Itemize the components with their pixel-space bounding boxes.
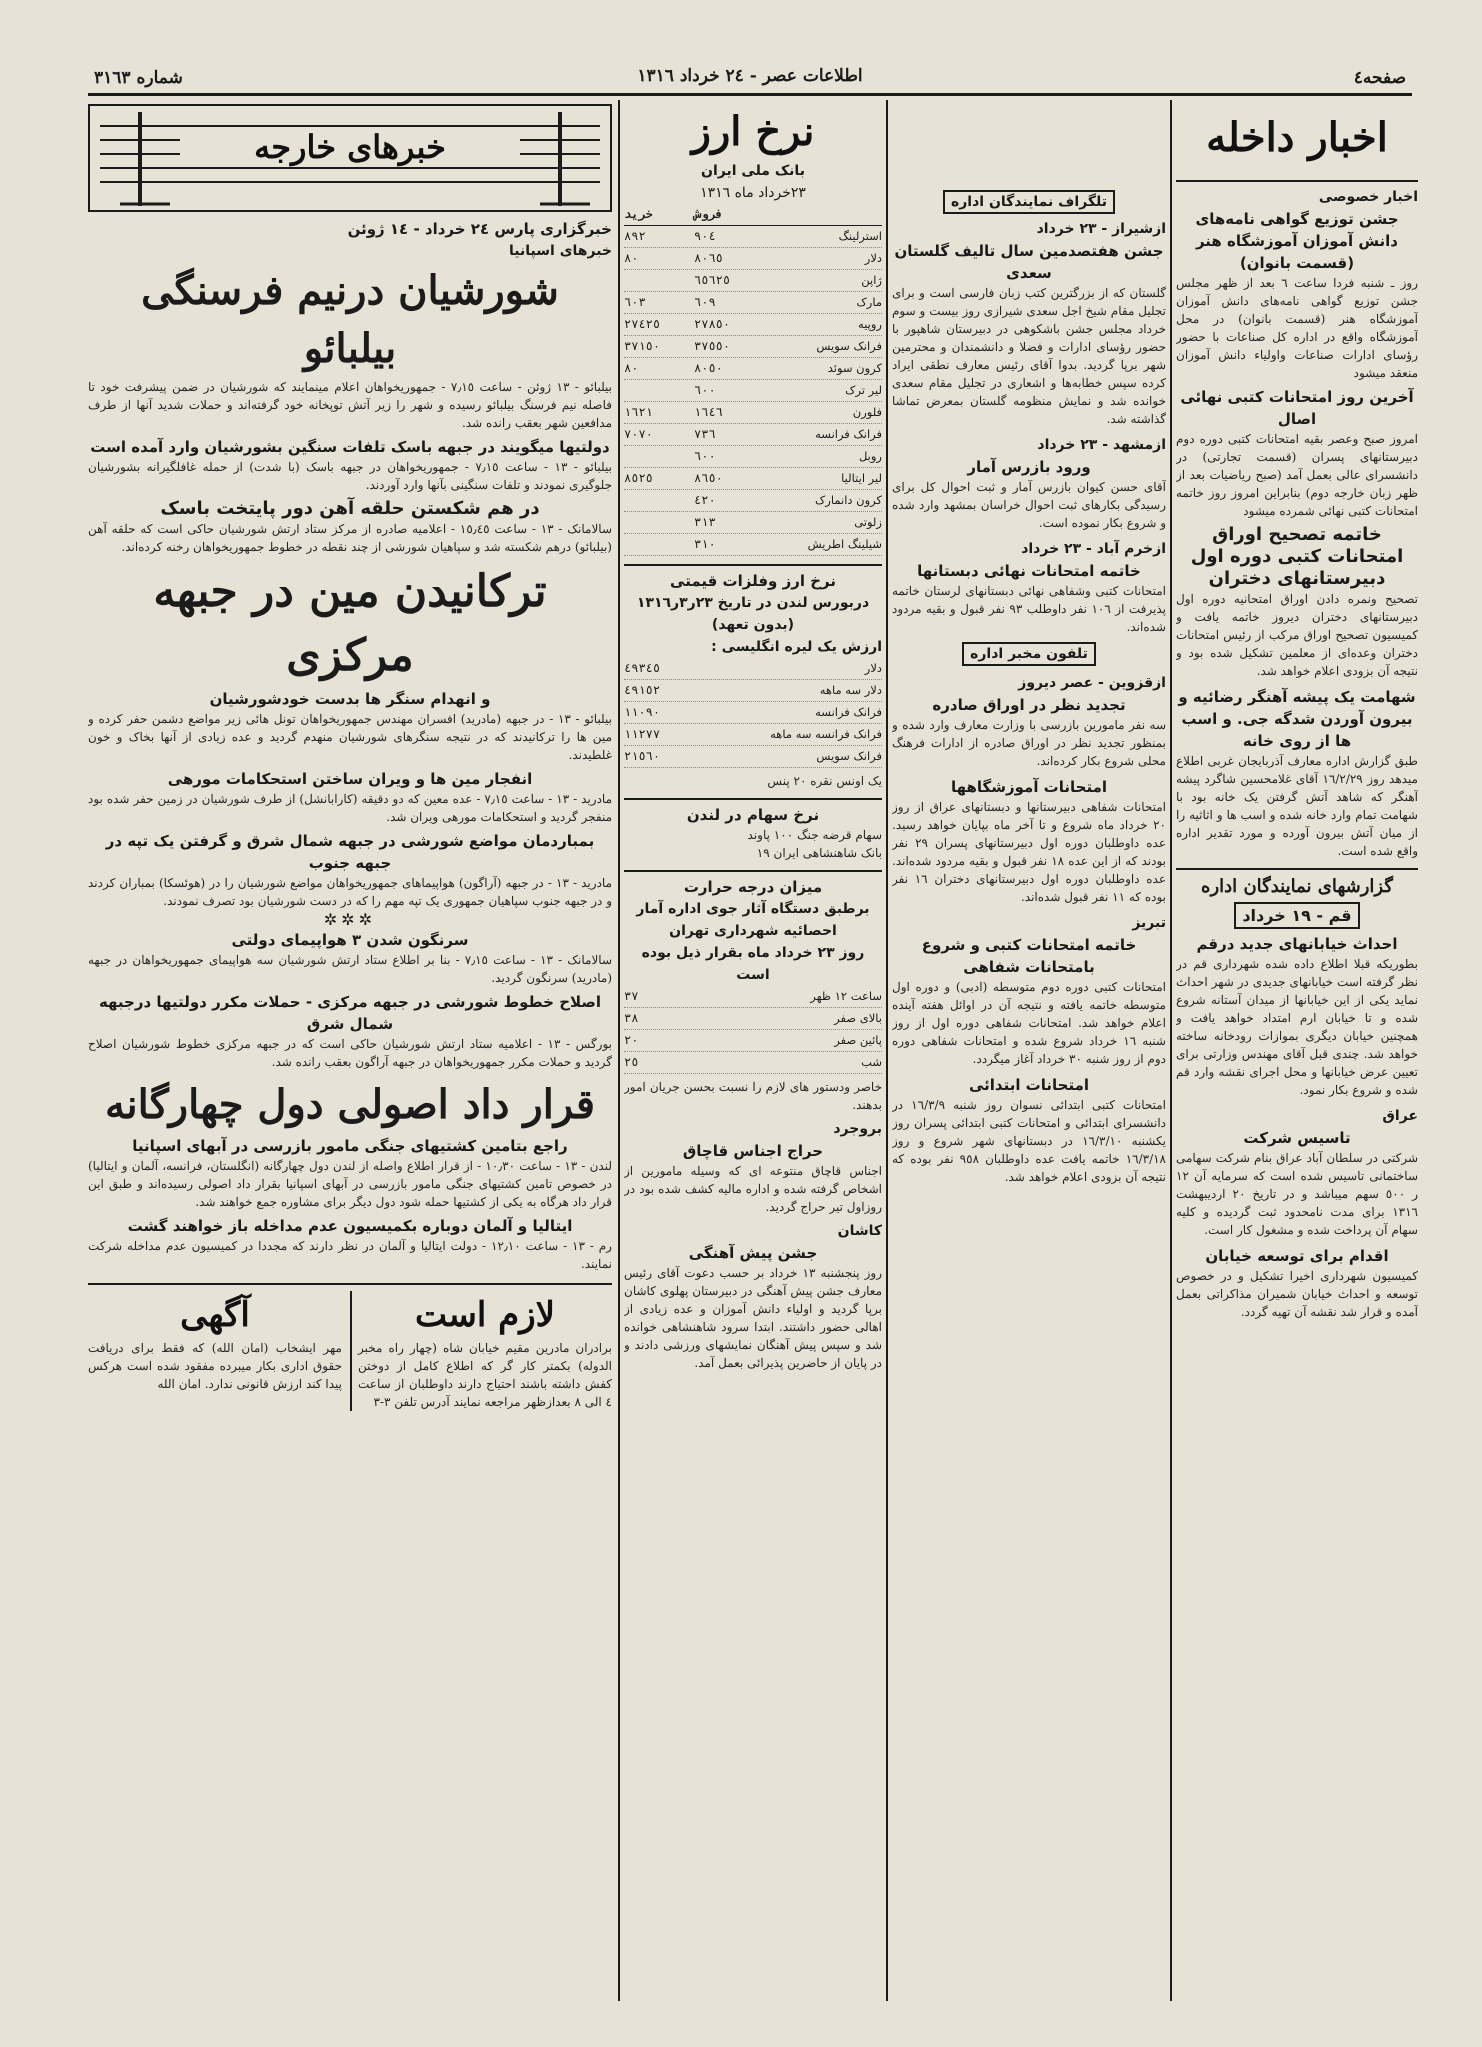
rate-value: ٦٠٠ (694, 449, 716, 463)
dateline: بروجرد (833, 1121, 882, 1137)
buy-header: خرید (624, 207, 653, 221)
headline: حراج اجناس قاچاق (682, 1142, 824, 1160)
rate-value: ٣٧٥٥٠ (694, 339, 731, 353)
page-number: صفحه٤ (1353, 67, 1406, 88)
headline: تاسیس شرکت (1243, 1129, 1351, 1147)
rate-label: دلار (864, 661, 882, 675)
main-headline: ترکانیدن مین در جبهه مرکزی (153, 566, 547, 681)
rate-row (624, 358, 882, 380)
issue-number: شماره ٣١٦٣ (94, 67, 183, 88)
rate-label: مارک (856, 295, 882, 309)
london-rate-row (624, 658, 882, 680)
rate-label: فرانک سویس (816, 339, 882, 353)
headline: ایتالیا و آلمان دوباره بکمیسیون عدم مداخله باز خواهند گشت (127, 1217, 573, 1235)
headline: شهامت یک پیشه آهنگر رضائیه و بیرون آوردن شدگه جی. و اسب ها از روی خانه (1178, 688, 1416, 750)
dateline: ازخرم آباد - ٢٣ خرداد (1021, 541, 1166, 557)
dateline: ازمشهد - ٢٣ خرداد (1037, 437, 1166, 453)
temperature-title: میزان درجه حرارت (683, 878, 823, 896)
rate-row (624, 446, 882, 468)
headline: انفجار مین ها و ویران ساختن استحکامات مورهی (167, 770, 533, 788)
rate-row (624, 490, 882, 512)
article-text: سه نفر مامورین بازرسی با وزارت معارف وارد شده و بمنظور تجدید نظر در اوراق صادره از ادارات فرهنگ محلی شروع بکار کرده‌اند. (892, 718, 1166, 768)
rate-value: ٨٥٢٥ (624, 471, 653, 485)
foreign-news-masthead-title: خبرهای خارجه (180, 128, 520, 166)
rate-value: ٧٠٧٠ (624, 427, 653, 441)
headline: خاتمه امتحانات کتبی و شروع بامتحانات شفاهی (921, 936, 1137, 976)
domestic-news-column (1176, 100, 1418, 2000)
personal-news-label: اخبار خصوصی (1318, 189, 1418, 205)
rate-value: ٤٩١٥٢ (624, 683, 661, 697)
rate-value: ٣١٣ (694, 515, 716, 529)
rate-value: ٦٥٦٢٥ (694, 273, 731, 287)
bank-name: بانک ملی ایران (701, 163, 805, 179)
rate-label: روبل (858, 449, 882, 463)
rate-value: ٦٠٣ (624, 295, 646, 309)
rate-row (624, 248, 882, 270)
rate-value (624, 512, 694, 533)
rate-value: ٣٨ (624, 1011, 639, 1025)
city-label: عراق (1382, 1108, 1418, 1124)
article-text: بورگس - ١٣ - اعلامیه ستاد ارتش شورشیان حاکی است که در جبهه مرکزی خطوط شورشیان اصلاح گردید و حملات مکرر جمهوریخواهان در جبهه آراگون بعقب رانده شد. (88, 1037, 612, 1069)
exchange-title: نرخ ارز (691, 108, 815, 155)
temperature-source: برطبق دستگاه آثار جوی اداره آمار احصائیه شهرداری تهران (636, 901, 870, 939)
headline: اصلاح خطوط شورشی در جبهه مرکزی - حملات مکرر دولتیها درجبهه شمال شرق (98, 993, 602, 1033)
main-headline: قرار داد اصولی دول چهارگانه (105, 1081, 595, 1128)
rate-label: استرلینگ (838, 229, 882, 243)
article-text: مادرید - ١٣ - ساعت ٧٫١٥ - عده معین که دو دقیقه (کارابانشل) از طرف شورشیان در زمین حفر شده بود منفجر گردید و استحکامات مورهی ویران شد. (88, 792, 612, 824)
london-rates-table (624, 658, 882, 768)
rate-row (624, 226, 882, 248)
ad-title: آگهی (180, 1295, 250, 1335)
article-text: سالامانک - ١٣ - ساعت ١٥٫٤٥ - اعلامیه صادره از مرکز ستاد ارتش شورشیان حاکی است که حلقه آهن (بیلبائو) درهم شکسته شد و سپاهیان شورشی از چند نقطه در خطوط جمهوریخواهان رخنه کرده‌اند. (88, 522, 612, 554)
article-text: شرکتی در سلطان آباد عراق بنام شرکت سهامی ساختمانی تاسیس شده است که سرمایه آن ١٢ ر ٥٠٠ سهم میباشد و در تاریخ ٢٠ اردیبهشت ١٣١٦ برای مدت نامحدود ثبت گردیده و کلیه سهام آن پرداخت شده و مشغول کار است. (1176, 1151, 1418, 1237)
ad-text: برادران مادرین مقیم خیابان شاه (چهار راه مخبر الدوله) بکمتر کار گر که اطلاع کامل از دوختن کفش داشته باشند احتیاج دارند داوطلبان از ساعت ٤ الی ٨ بعدازظهر مراجعه نمایند آدرس تلفن ٣-٣ (358, 1341, 612, 1409)
rate-label: کرون دانمارک (815, 493, 882, 507)
headline: امتحانات ابتدائی (968, 1076, 1090, 1094)
temperature-day: روز ٢٣ خرداد ماه بقرار ذیل بوده است (641, 945, 865, 983)
rate-row (624, 270, 882, 292)
rate-value: ٨٩٢ (624, 229, 646, 243)
rate-value (624, 446, 694, 467)
dateline: ازشیراز - ٢٣ خرداد (1036, 221, 1166, 237)
rate-label: شیلینگ اطریش (807, 537, 882, 551)
rate-value: ١٦٤٦ (694, 405, 723, 419)
article-text: امتحانات کتبی ابتدائی نسوان روز شنبه ١٦/٣/٩ در دانشسرای ابتدائی و امتحانات کتبی ابتدائی پسران روز یکشنبه ١٦/٣/١٠ در دبستانهای شهر شروع و روز ١٦/٣/١٨ خاتمه یافت عده داوطلبان ٩٥٨ نفر بوده که نتیجه آن بزودی اعلام خواهد شد. (892, 1098, 1166, 1184)
rate-value (624, 534, 694, 555)
rate-value: ٦٠٩ (694, 295, 716, 309)
article-text: روز پنجشنبه ١٣ خرداد بر حسب دعوت آقای رئیس معارف جشن پیش آهنگی در دبیرستان پهلوی کاشان برپا گردید و اولیاء دانش آموزان و عده زیادی از اهالی حضور داشتند. ابتدا سرود شاهنشاهی خوانده شد و سپس پیش آهنگان نمایشهای ورزشی دادند و در پایان از حاضرین پذیرائی بعمل آمد. (624, 1266, 882, 1370)
gbp-label: ارزش یک لیره انگلیسی : (711, 639, 882, 655)
section-label: خبرهای اسپانیا (509, 243, 612, 259)
rate-value (624, 490, 694, 511)
headline: احداث خیابانهای جدید درقم (1196, 935, 1398, 953)
headline: جشن پیش آهنگی (688, 1244, 818, 1262)
article-text: امتحانات کتبی دوره دوم متوسطه (ادبی) و دوره اول متوسطه خاتمه یافته و نتیجه آن در اوائل هفته آینده اعلام خواهد شد. امتحانات شفاهی دوره اول از روز شنبه ١٦ خرداد شروع شده و امتحانات شفاهی دوره دوم از روز شنبه ٣٠ خرداد آغاز میگردد. (892, 980, 1166, 1066)
sell-header: فروش (694, 207, 723, 221)
rate-label: کرون سوئد (827, 361, 882, 375)
rate-row (624, 380, 882, 402)
headline: جشن هفتصدمین سال تالیف گلستان سعدی (894, 242, 1164, 282)
headline: و انهدام سنگر ها بدست خودشورشیان (209, 690, 491, 708)
temperature-row (624, 1052, 882, 1074)
article-text: بیلبائو - ١٣ ژوئن - ساعت ٧٫١٥ - جمهوریخواهان اعلام مینمایند که شورشیان در ضمن پیشرفت خود تا فاصله نیم فرسنگ بیلبائو رسیده و شهر را زیر آتش توپخانه خود گرفته‌اند و حملات شدید آنها از طرف مدافعین شهر بعقب رانده شد. (88, 380, 612, 430)
phone-box: تلفون مخبر اداره (962, 642, 1096, 666)
headline: آخرین روز امتحانات کتبی نهائی اصال (1180, 388, 1414, 428)
rate-label: پائین صفر (834, 1033, 882, 1047)
article-text: بطوریکه قبلا اطلاع داده شده شهرداری قم در نظر گرفته است خیابانهای جدیدی در شهر احداث نماید یکی از این خیابانها از میدان آستانه شروع شده و تا خیابان ارم امتداد خواهد یافت و همچنین خیابان دیگری بموازات رودخانه ساخته خواهد شد. چندی قبل آقای مهندس وزارتی برای تعیین عرض خیابانها و محل اجرای نقشه وارد قم شده و شروع بکار نمود. (1176, 957, 1418, 1097)
rate-row (624, 336, 882, 358)
column-rule (886, 100, 888, 2001)
rate-label: بالای صفر (834, 1011, 882, 1025)
ad-wanted (350, 1291, 612, 1411)
article-text: تصحیح ونمره دادن اوراق امتحانیه دوره اول دبیرستانهای دختران دیروز خاتمه یافت و کمیسیون تصحیح اوراق مرکب از رئیس امتحانات دختران وعده‌ای از معلمین تشکیل شده بود و نتیجه آن بزودی اعلام خواهد شد. (1176, 592, 1418, 678)
rate-row (624, 468, 882, 490)
headline: در هم شکستن حلقه آهن دور پایتخت باسک (160, 498, 540, 519)
article-text: امروز صبح وعصر بقیه امتحانات کتبی دوره دوم دبیرستانهای پسران (قسمت تجارتی) در دانشسرای عالی بعمل آمد (صبح ریاضیات بعد از ظهر زبان خارجه دوم) بنابراین امروز روز خاتمه امتحانات کتبی نهائی شمرده میشود (1176, 432, 1418, 518)
article-text: لندن - ١٣ - ساعت ١٠٫٣٠ - از قرار اطلاع واصله از لندن دول چهارگانه (انگلستان، فرانسه، آلمان و ایتالیا) در خصوص تامین کشتیهای جنگی مامور بازرسی در آبهای اسپانیا بقرار داد اصولی رسیده‌اند و طبق این قرار داد هرگاه به یکی از کشتیها حمله شود دول دیگر برای مشاوره جمع خواهند شد. (88, 1159, 612, 1209)
headline: ورود بازرس آمار (967, 458, 1091, 476)
headline: سرنگون شدن ٣ هواپیمای دولتی (231, 931, 469, 949)
headline: خاتمه تصحیح اوراق امتحانات کتبی دوره اول دبیرستانهای دختران (1190, 524, 1404, 589)
rate-value: ٢٧٨٥٠ (694, 317, 731, 331)
article-text: بیلبائو - ١٣ - در جبهه (مادرید) افسران مهندس جمهوریخواهان تونل هائی زیر مواضع دشمن حفر کرده و مین ها را ترکانیدند که در نتیجه سنگرهای شورشیان منهدم گردید و عده زیادی از آنها بخاک و خون غلطیدند. (88, 712, 612, 762)
rate-value: ١٦٢١ (624, 405, 653, 419)
rate-value: ٨٠ (624, 251, 639, 265)
reports-title: گزارشهای نمایندگان اداره (1201, 876, 1393, 897)
rate-value: ٣٧١٥٠ (624, 339, 661, 353)
rate-label: فرانک فرانسه (815, 705, 882, 719)
rate-label: فرانک سویس (816, 749, 882, 763)
rate-value: ١١٢٧٧ (624, 727, 661, 741)
rate-label: ساعت ١٢ ظهر (810, 989, 882, 1003)
article-text: آقای حسن کیوان بازرس آمار و ثبت احوال کل برای رسیدگی بکارهای ثبت احوال خراسان بمشهد وارد شده و شروع بکار نموده است. (892, 480, 1166, 530)
london-rate-row (624, 724, 882, 746)
rate-row (624, 512, 882, 534)
silver-price: یک اونس نقره ٢٠ پنس (767, 774, 882, 788)
headline: خاتمه امتحانات نهائی دبستانها (917, 562, 1141, 580)
telegraph-box: تلگراف نمایندگان اداره (943, 190, 1115, 214)
rate-label: لیر ترک (845, 383, 882, 397)
temperature-row (624, 986, 882, 1008)
london-note: (بدون تعهد) (711, 617, 795, 633)
main-headline: شورشیان درنیم فرسنگی بیلبائو (141, 267, 559, 372)
rate-label: دلار سه ماهه (819, 683, 882, 697)
stock-line: بانک شاهنشاهی ایران ١٩ (756, 846, 882, 860)
rate-value (624, 380, 694, 401)
dateline: ازقزوین - عصر دیروز (1018, 675, 1166, 691)
london-rate-row (624, 680, 882, 702)
london-rate-row (624, 702, 882, 724)
headline: امتحانات آموزشگاهها (950, 778, 1108, 796)
article-text: روز ـ شنبه فردا ساعت ٦ بعد از ظهر مجلس جشن توزیع گواهی نامه‌های دانش آموزان آموزشگاه هنر (قسمت بانوان) در محل آموزشگاه واقع در اداره کل صناعات با حضور رؤسای ادارات صناعات واولیاء دانش آموزان منعقد میشود (1176, 276, 1418, 380)
foreign-news-masthead (88, 104, 612, 212)
article-text: گلستان که از بزرگترین کتب زبان فارسی است و برای تجلیل مقام شیخ اجل سعدی شیرازی روز بیست و سوم خرداد مجلس جشن باشکوهی در دبیرستان شاهپور با حضور رؤسای ادارات و فضلا و دانشمندان و محترمین شهر برپا گردید. بدوا آقای رئیس معارف نطقی ایراد کرده سپس خطابه‌ها و اشعاری در تجلیل مقام سعدی خوانده شد و نمایش منظومه گلستان بمعرض تماشا گذاشته شد. (892, 286, 1166, 426)
article-text: امتحانات کتبی وشفاهی نهائی دبستانهای لرستان خاتمه پذیرفت از ١٠٦ نفر داوطلب ٩٣ نفر قبول و بقیه مردود شده‌اند. (892, 584, 1166, 634)
foreign-news-column (88, 104, 612, 2000)
temperature-row (624, 1030, 882, 1052)
rate-value: ٨٠٦٥ (694, 251, 723, 265)
issue-date: اطلاعات عصر - ٢٤ خرداد ١٣١٦ (637, 66, 863, 86)
telegraph-column (892, 190, 1166, 2000)
rate-value: ٣١٠ (694, 537, 716, 551)
rate-label: زلوتی (854, 515, 882, 529)
headline: اقدام برای توسعه خیابان (1205, 1247, 1389, 1265)
rates-header (624, 204, 882, 226)
london-rate-row (624, 746, 882, 768)
london-title: نرخ ارز وفلزات قیمتی (670, 572, 836, 590)
rate-value: ٣٧ (624, 989, 639, 1003)
article-text: خاصر ودستور های لازم را نسبت بحسن جریان امور بدهند. (624, 1080, 882, 1112)
stock-title: نرخ سهام در لندن (686, 806, 820, 824)
headline: جشن توزیع گواهی نامه‌های دانش آموزان آموزشگاه هنر (قسمت بانوان) (1195, 210, 1399, 272)
headline: تجدید نظر در اوراق صادره (932, 696, 1126, 714)
article-text: رم - ١٣ - ساعت ١٢٫١٠ - دولت ایتالیا و آلمان در نظر دارند که مجددا در کمیسیون عدم مداخله شرکت نمایند. (88, 1239, 612, 1271)
article-text: مادرید - ١٣ - در جبهه (آراگون) هواپیماهای جمهوریخواهان مواضع شورشیان را در (هوئسکا) بمباران کردند و در جبهه جنوب سپاهیان جمهوری یک تپه مهم را که در دست شورشیان بود تصرف نمودند. (88, 876, 612, 908)
rate-row (624, 424, 882, 446)
dateline: تبریز (1132, 915, 1166, 931)
rate-row (624, 314, 882, 336)
london-date: دربورس لندن در تاریخ ٢٣ر٣ر١٣١٦ (636, 595, 870, 611)
temperature-table (624, 986, 882, 1074)
rate-label: فلورن (852, 405, 882, 419)
exchange-rates-column (624, 104, 882, 2000)
rate-value: ٢٧٤٢٥ (624, 317, 661, 331)
separator-stars: ✲✲✲ (323, 910, 377, 929)
rate-value: ١١٠٩٠ (624, 705, 661, 719)
agency-line: خبرگزاری پارس ٢٤ خرداد - ١٤ ژوئن (347, 220, 612, 238)
rate-label: ژاپن (861, 273, 882, 287)
rate-label: لیر ایتالیا (841, 471, 882, 485)
temperature-row (624, 1008, 882, 1030)
ad-title: لازم است (414, 1295, 556, 1335)
rate-value: ٨٦٥٠ (694, 471, 723, 485)
rate-value: ٤٩٣٤٥ (624, 661, 661, 675)
city-label: قم - ١٩ خرداد (1234, 902, 1359, 929)
rate-value: ٢٥ (624, 1055, 639, 1069)
rate-row (624, 292, 882, 314)
article-text: بیلبائو - ١٣ - ساعت ٧٫١٥ - جمهوریخواهان در جبهه باسک (با شدت) از حمله غافلگیرانه بشورشیان جلوگیری نمودند و تلفات سنگینی بآنها وارد آوردند. (88, 460, 612, 492)
rate-value: ٤٢٠ (694, 493, 716, 507)
headline: دولتیها میگویند در جبهه باسک تلفات سنگین بشورشیان وارد آمده است (90, 438, 610, 456)
rate-value: ٨٠٥٠ (694, 361, 723, 375)
rate-label: دلار (864, 251, 882, 265)
rate-value: ٩٠٤ (694, 229, 716, 243)
stock-line: سهام قرضه جنگ ١٠٠ پاوند (747, 828, 882, 842)
rate-row (624, 402, 882, 424)
article-text: سالامانک - ١٣ - ساعت ٧٫١٥ - بنا بر اطلاع ستاد ارتش شورشیان سه هواپیمای جمهوریخواهان در جبهه (مادرید) سرنگون گردید. (88, 953, 612, 985)
ads-row (88, 1283, 612, 1411)
rate-label: روپیه (858, 317, 882, 331)
rates-table (624, 226, 882, 556)
headline: بمباردمان مواضع شورشی در جبهه شمال شرق و گرفتن یک تپه در جبهه جنوب (105, 832, 595, 872)
rate-value: ٨٠ (624, 361, 639, 375)
column-rule (618, 100, 620, 2001)
rate-value (624, 270, 694, 291)
rate-label: فرانک فرانسه سه ماهه (770, 727, 882, 741)
article-text: امتحانات شفاهی دبیرستانها و دبستانهای عراق از روز ٢٠ خرداد ماه شروع و تا آخر ماه بپایان خواهد رسید. عده داوطلبان دوره اول دبیرستانهای پسران ٢٩ نفر بودند که از این عده ١٨ نفر قبول و بقیه مردود شده‌اند. عده داوطلبان دوره اول دبیرستانهای دختران ١٦ نفر بوده که ١١ نفر قبول شده‌اند. (892, 800, 1166, 904)
article-text: طبق گزارش اداره معارف آذربایجان غربی اطلاع میدهد روز ١٦/٢/٢٩ آقای غلامحسین شاگرد پیشه آهنگر که شاهد آتش گرفتن یک خانه بود با شهامت تمام وارد خانه شده و اسب ها و اثاثیه را از میان آتش بیرون آورده و مورد تقدیر اداره واقع شده است. (1176, 754, 1418, 858)
column-rule (1170, 100, 1172, 2001)
headline: راجع بتامین کشتیهای جنگی مامور بازرسی در آبهای اسپانیا (132, 1137, 568, 1155)
rate-label: فرانک فرانسه (815, 427, 882, 441)
rates-date: ٢٣خرداد ماه ١٣١٦ (700, 185, 806, 201)
ad-text: مهر ایشخاب (امان الله) که فقط برای دریافت حقوق اداری بکار میبرده مفقود شده است هرکس پیدا کند ارزش قانونی ندارد. امان الله (88, 1341, 342, 1391)
rate-row (624, 534, 882, 556)
rate-value: ٧٣٦ (694, 427, 716, 441)
page-header (88, 62, 1412, 96)
domestic-news-title: اخبار داخله (1206, 114, 1388, 161)
article-text: اجناس قاچاق منتوعه ای که وسیله مامورین از اشخاص گرفته شده و اداره مالیه کشف شده بود در روزاول تیر حراج گردید. (624, 1164, 882, 1214)
rate-value: ٢١٥٦٠ (624, 749, 661, 763)
rate-value: ٦٠٠ (694, 383, 716, 397)
rate-label: شب (861, 1055, 882, 1069)
ad-notice (88, 1291, 342, 1411)
article-text: کمیسیون شهرداری اخیرا تشکیل و در خصوص توسعه و احداث خیابان شمیران مذاکراتی بعمل آمده و قرار شد نقشه آن تهیه گردد. (1176, 1269, 1418, 1319)
rate-value: ٢٠ (624, 1033, 639, 1047)
dateline: کاشان (837, 1223, 882, 1239)
